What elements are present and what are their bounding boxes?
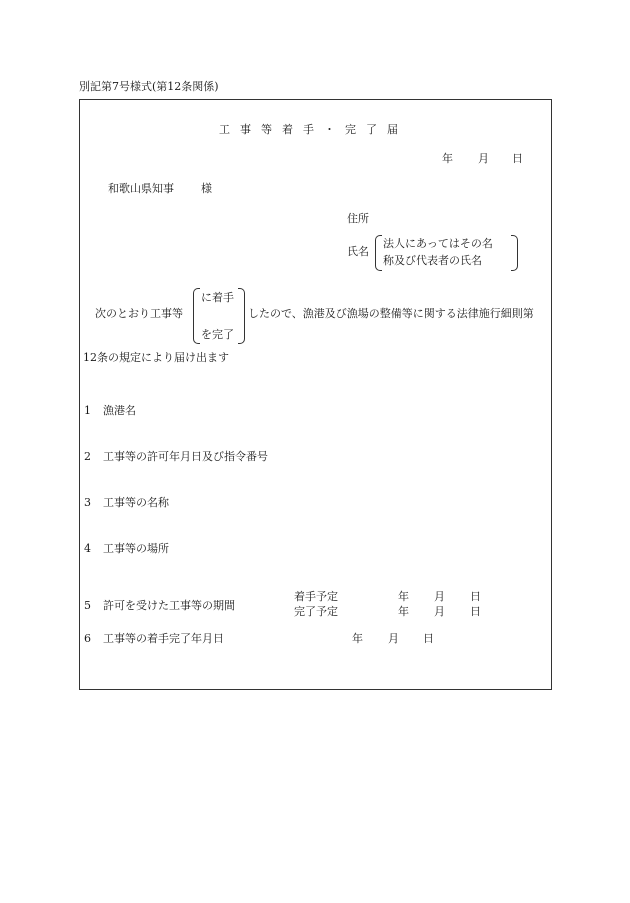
choice-start: に着手 — [201, 291, 234, 304]
item-6-label: 工事等の着手完了年月日 — [103, 632, 224, 645]
name-note-left-bracket — [375, 235, 382, 271]
addressee: 和歌山県知事 — [108, 182, 174, 195]
period-end-month: 月 — [434, 605, 445, 618]
item-1-label: 漁港名 — [103, 404, 136, 417]
period-start-month: 月 — [434, 590, 445, 603]
name-note-line2: 称及び代表者の氏名 — [383, 254, 482, 267]
item-1-number: 1 — [84, 404, 91, 417]
body-prefix: 次のとおり工事等 — [95, 307, 183, 320]
item-5-label: 許可を受けた工事等の期間 — [103, 599, 235, 612]
item-4-label: 工事等の場所 — [103, 542, 169, 555]
choice-left-bracket — [193, 288, 200, 344]
form-reference: 別記第7号様式(第12条関係) — [79, 80, 219, 93]
item-5-number: 5 — [84, 599, 91, 612]
choice-right-bracket — [238, 288, 245, 344]
name-label: 氏名 — [347, 245, 369, 258]
date-month-label: 月 — [478, 152, 489, 165]
item-6-day: 日 — [423, 632, 434, 645]
item-2-label: 工事等の許可年月日及び指令番号 — [103, 450, 268, 463]
address-label: 住所 — [347, 212, 369, 225]
item-3-label: 工事等の名称 — [103, 496, 169, 509]
date-day-label: 日 — [512, 152, 523, 165]
item-6-month: 月 — [388, 632, 399, 645]
period-start-day: 日 — [470, 590, 481, 603]
period-end-year: 年 — [398, 605, 409, 618]
item-2-number: 2 — [84, 450, 91, 463]
item-4-number: 4 — [84, 542, 91, 555]
name-note-line1: 法人にあってはその名 — [383, 237, 493, 250]
honorific: 様 — [201, 182, 212, 195]
item-3-number: 3 — [84, 496, 91, 509]
period-start-label: 着手予定 — [294, 590, 338, 603]
period-end-day: 日 — [470, 605, 481, 618]
item-6-year: 年 — [352, 632, 363, 645]
item-6-number: 6 — [84, 632, 91, 645]
period-start-year: 年 — [398, 590, 409, 603]
name-note-right-bracket — [511, 235, 518, 271]
body-line2: 12条の規定により届け出ます — [83, 351, 229, 364]
choice-complete: を完了 — [201, 328, 234, 341]
body-suffix: したので、漁港及び漁場の整備等に関する法律施行細則第 — [248, 307, 534, 320]
form-title: 工事等着手・完了届 — [219, 123, 408, 136]
period-end-label: 完了予定 — [294, 605, 338, 618]
date-year-label: 年 — [442, 152, 453, 165]
